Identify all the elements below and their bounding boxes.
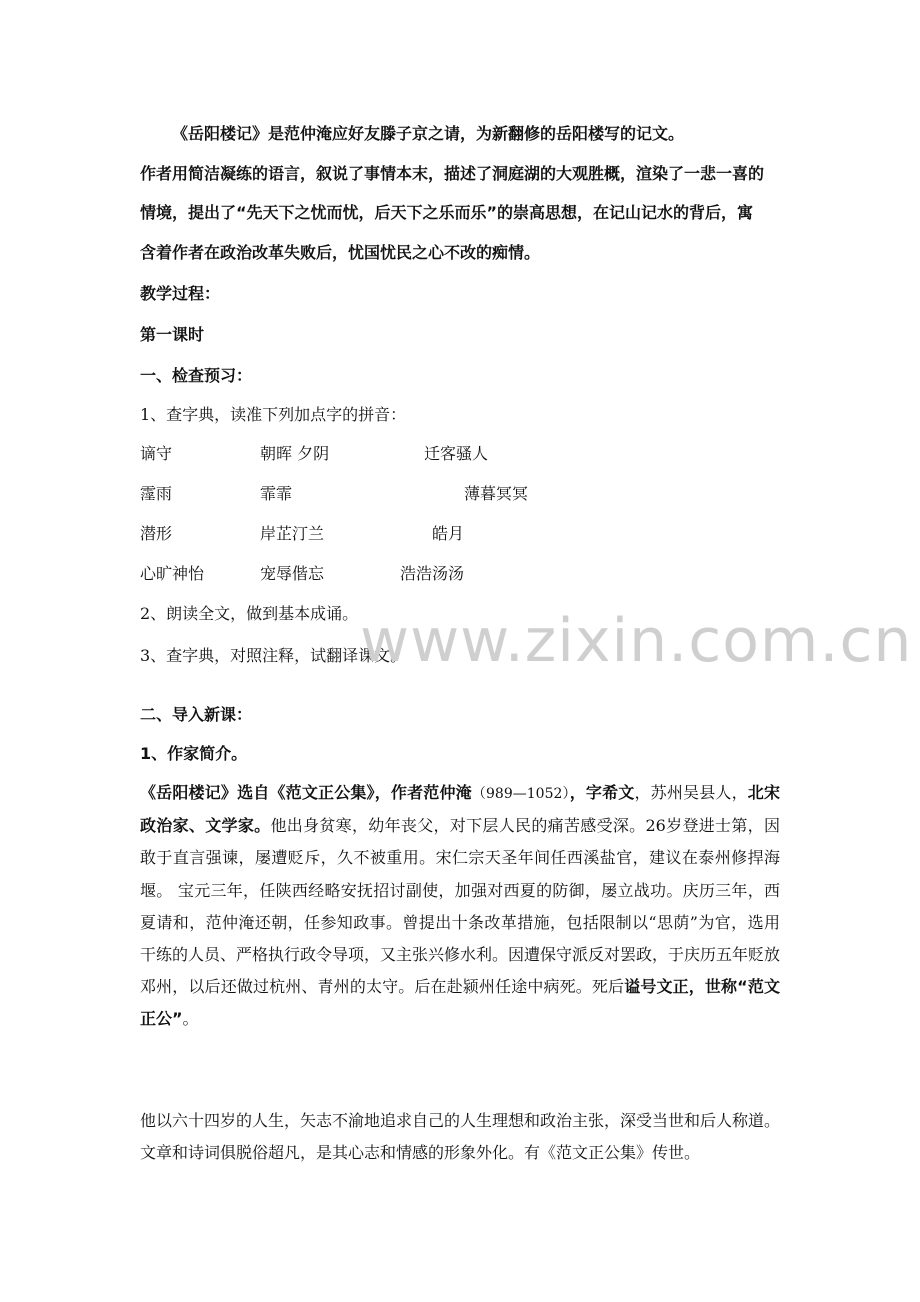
- section2-item-1: 1、作家简介。: [140, 744, 248, 763]
- vocab-word: 浩浩汤汤: [400, 564, 465, 583]
- vocab-word: 霪雨: [140, 484, 173, 503]
- legacy-paragraph: 他以六十四岁的人生，矢志不渝地追求自己的人生理想和政治主张，深受当世和后人称道。文章和诗词俱脱俗超凡，是其心志和情感的形象外化。有《范文正公集》传世。: [140, 1111, 781, 1163]
- section2-heading: 二、导入新课：: [140, 705, 253, 724]
- bio-bold: 谥号文正，世称“范文正公”: [140, 977, 780, 1029]
- vocab-word: 岸芷汀兰: [260, 524, 325, 543]
- bio-text: 他出身贫寒，幼年丧父，对下层人民的痛苦感受深。26岁登进士第，因敢于直言强谏，屡遭贬斥，久不被重用。宋仁宗天圣年间任西溪盐官，建议在泰州修捍海堰。 宝元三年，任陕西经略安抚招讨副使，加强对西夏的防御，屡立战功。庆历三年，西夏请和，范仲淹还朝，任参知政事。曾提出十条改革措施，包括限制以“思荫”为官，选用干练的人员、严格执行政令导项，又主张兴修水利。因遭保守派反对罢政，于庆历五年贬放邓州，以后还做过杭州、青州的太守。后在赴颍州任途中病死。死后: [140, 816, 781, 997]
- intro-line-3: 情境，提出了“先天下之忧而忧，后天下之乐而乐”的崇高思想，在记山记水的背后，寓: [140, 203, 754, 222]
- vocab-word: 薄暮冥冥: [464, 484, 529, 503]
- section1-heading: 一、检查预习：: [140, 366, 253, 385]
- bio-bold: 《岳阳楼记》选自《范文正公集》，作者范仲淹: [140, 783, 472, 802]
- vocab-word: 迁客骚人: [424, 444, 489, 463]
- vocab-word: 朝晖 夕阴: [260, 444, 330, 463]
- bio-bold: 北宋政治家、文学家。: [140, 783, 780, 836]
- site-watermark: www.zixin.com.cn: [360, 606, 913, 676]
- vocab-word: 潜形: [140, 524, 173, 543]
- process-heading: 教学过程：: [140, 284, 221, 303]
- vocab-word: 谪守: [140, 444, 173, 463]
- author-biography: [140, 777, 780, 1036]
- section1-item-2: 2、朗读全文，做到基本成诵。: [140, 604, 359, 623]
- bio-bold: ，字希文: [569, 783, 635, 802]
- bio-years: （989—1052）: [471, 786, 570, 802]
- section1-item-1: 1、查字典，读准下列加点字的拼音：: [140, 405, 407, 424]
- intro-line-2: 作者用简洁凝练的语言，叙说了事情本末，描述了洞庭湖的大观胜概，渲染了一悲一喜的: [140, 164, 765, 183]
- vocab-word: 霏霏: [260, 484, 293, 503]
- bio-text: 。: [182, 1009, 199, 1029]
- vocab-word: 心旷神怡: [140, 564, 205, 583]
- intro-line-1: 《岳阳楼记》是范仲淹应好友滕子京之请，为新翻修的岳阳楼写的记文。: [172, 124, 685, 143]
- intro-line-4: 含着作者在政治改革失败后，忧国忧民之心不改的痴情。: [140, 243, 541, 262]
- section1-item-3: 3、查字典，对照注释，试翻译课文。: [140, 646, 407, 665]
- bio-text: ，苏州吴县人，: [634, 783, 748, 802]
- vocab-word: 皓月: [432, 524, 465, 543]
- vocab-word: 宠辱偕忘: [260, 564, 325, 583]
- lesson-heading: 第一课时: [140, 325, 205, 344]
